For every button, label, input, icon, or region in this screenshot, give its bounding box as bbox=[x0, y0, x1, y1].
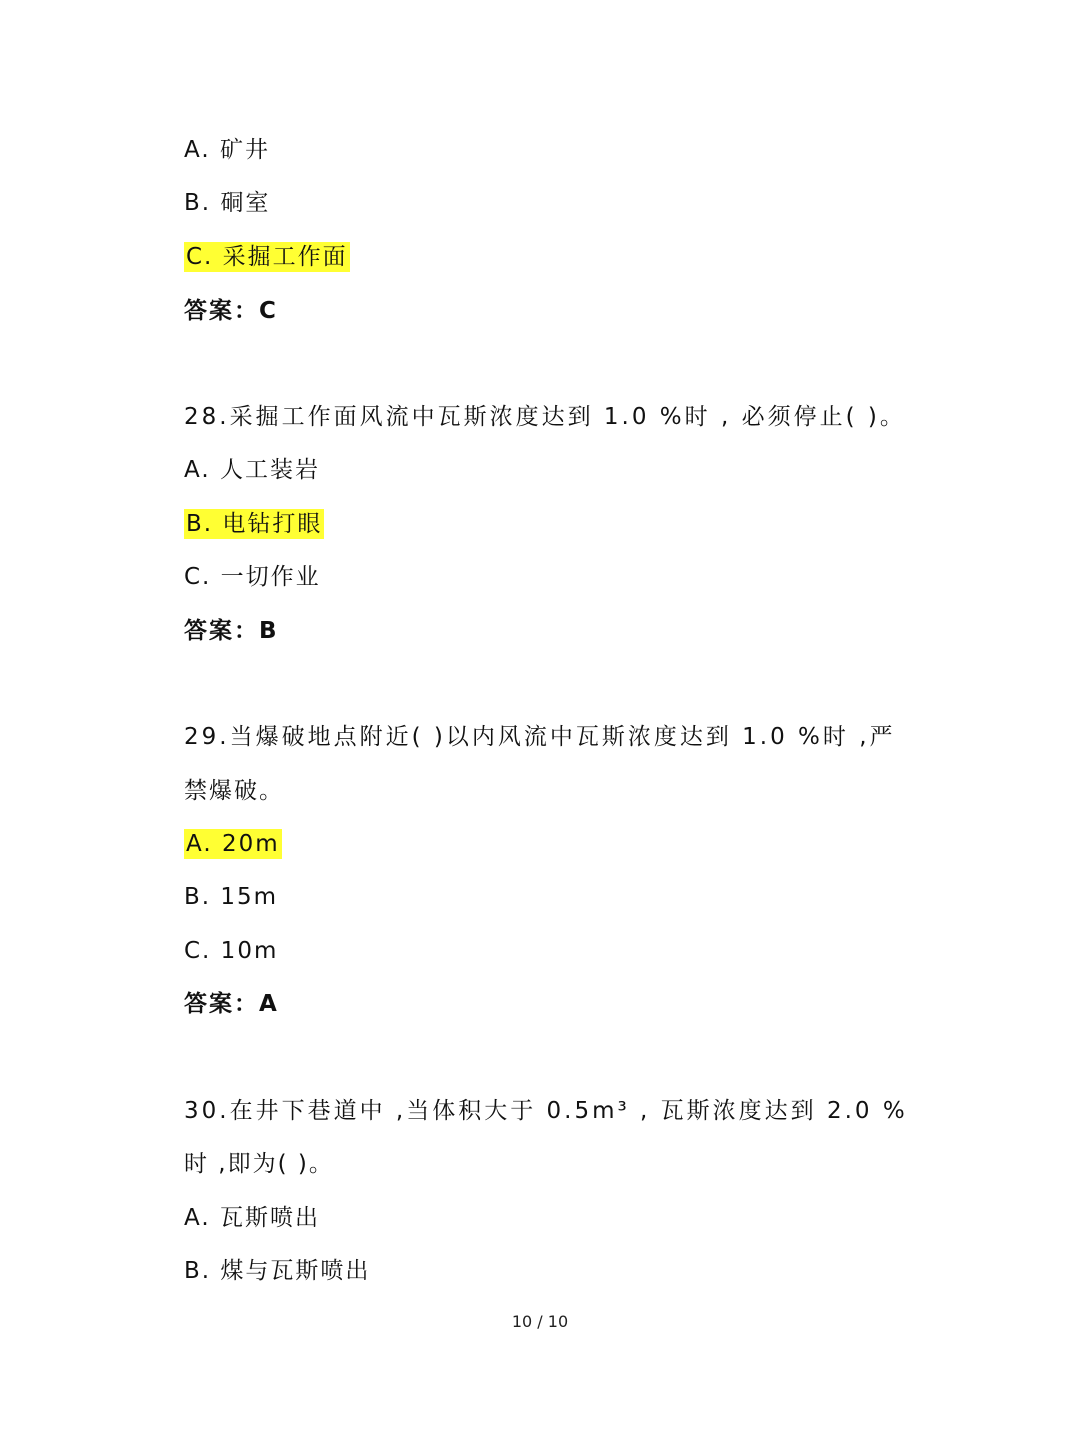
option-a-q30: A. 瓦斯喷出 bbox=[184, 1205, 320, 1231]
question-30-line1: 30.在井下巷道中 ,当体积大于 0.5m³ , 瓦斯浓度达到 2.0 % bbox=[184, 1098, 908, 1124]
question-29-line2: 禁爆破。 bbox=[184, 778, 284, 804]
option-c-q27-highlighted: C. 采掘工作面 bbox=[186, 244, 348, 270]
option-b-q27: B. 硐室 bbox=[184, 190, 271, 216]
option-b-q29: B. 15m bbox=[184, 884, 279, 910]
answer-q27: 答案：C bbox=[184, 298, 278, 324]
option-c-q28: C. 一切作业 bbox=[184, 564, 321, 590]
option-a-q28: A. 人工装岩 bbox=[184, 457, 320, 483]
answer-q29: 答案：A bbox=[184, 991, 279, 1017]
question-28: 28.采掘工作面风流中瓦斯浓度达到 1.0 %时 , 必须停止( )。 bbox=[184, 404, 906, 430]
question-30-line2: 时 ,即为( )。 bbox=[184, 1151, 334, 1177]
option-b-q28-highlighted: B. 电钻打眼 bbox=[186, 511, 323, 537]
question-29-line1: 29.当爆破地点附近( )以内风流中瓦斯浓度达到 1.0 %时 ,严 bbox=[184, 724, 896, 750]
option-a-q27: A. 矿井 bbox=[184, 137, 270, 163]
option-b-q30: B. 煤与瓦斯喷出 bbox=[184, 1258, 371, 1284]
page-number: 10 / 10 bbox=[511, 1312, 569, 1331]
option-c-q29: C. 10m bbox=[184, 938, 279, 964]
option-a-q29-highlighted: A. 20m bbox=[186, 831, 280, 857]
answer-q28: 答案：B bbox=[184, 618, 279, 644]
